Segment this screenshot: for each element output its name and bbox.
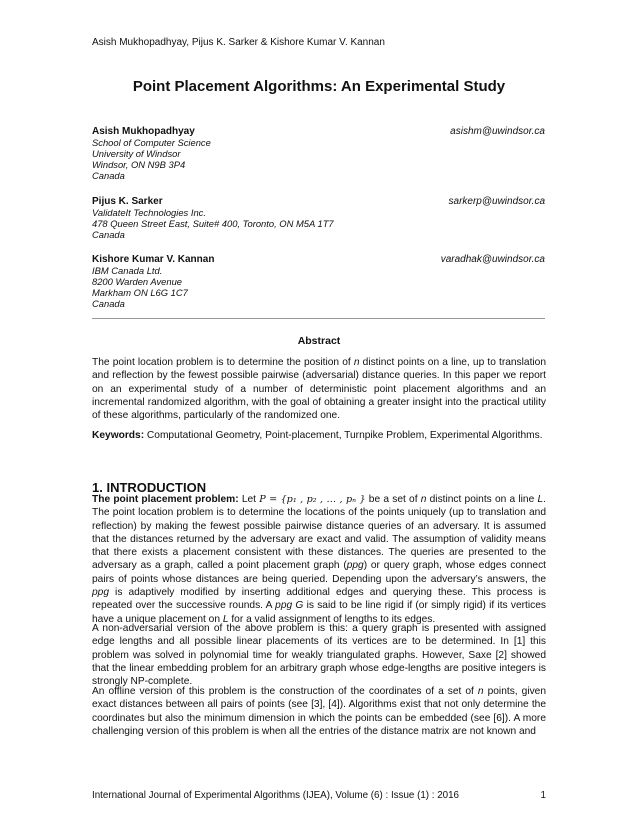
paper-title: Point Placement Algorithms: An Experimental Study — [132, 78, 506, 95]
author-affiliation-line: 478 Queen Street East, Suite# 400, Toronto, ON M5A 1T7 — [92, 218, 334, 229]
author-affiliation-line: ValidateIt Technologies Inc. — [92, 207, 206, 218]
author-affiliation-line: Canada — [92, 229, 125, 240]
author-affiliation-line: Canada — [92, 298, 125, 309]
intro-paragraph-3: An offline version of this problem is the construction of the coordinates of a set of n points, given exact distances between all pairs of points (see [3], [4]). Algorithms exist that not only determine the coordinates but also the minimum dimension in which the points can be embedded (see [6]). A more challenging version of this problem is when all the entries of the distance matrix are not known and — [92, 686, 547, 737]
abstract-text: The point location problem is to determine the position of n distinct points on a line, up to translation and reflection by the fewest possible pairwise (adversarial) distance queries. In this paper we report on an experimental study of a number of deterministic point placement algorithms and an incremental randomized algorithm, with the goal of obtaining a greater insight into the practical utility of these algorithms, particularly of the randomized one. — [92, 357, 546, 422]
author-affiliation-line: University of Windsor — [92, 148, 181, 159]
author-affiliation-line: Markham ON L6G 1C7 — [92, 287, 188, 298]
page-footer — [92, 790, 546, 801]
running-head: Asish Mukhopadhyay, Pijus K. Sarker & Kishore Kumar V. Kannan — [92, 37, 385, 48]
keywords-text: Computational Geometry, Point-placement, Turnpike Problem, Experimental Algorithms. — [144, 430, 543, 441]
author-email: varadhak@uwindsor.ca — [440, 254, 545, 265]
author-affiliation-line: School of Computer Science — [92, 137, 211, 148]
author-email: asishm@uwindsor.ca — [450, 126, 545, 137]
author-email: sarkerp@uwindsor.ca — [448, 196, 545, 207]
intro-paragraph-1: The point placement problem: Let P = {p₁ , p₂ , … , pₙ } be a set of n distinct points on a line L. The point location problem is to determine the locations of the points uniquely (up to translation and reflection) by making the fewest possible pairwise distance queries of an adversary. It is assumed that the distances returned by the adversary are exact and valid. The assumption of validity means that there exists a placement consistent with these distances. The queries are presented to the adversary as a graph, called a point placement graph (ppg) or query graph, whose edges connect pairs of points whose distances are being queried. Depending upon the adversary’s answers, the ppg is adaptively modified by inserting additional edges and querying these. This process is repeated over the successive rounds. A ppg G is said to be line rigid if (or simply rigid) if its vertices have a unique placement on L for a valid assignment of lengths to its edges. — [92, 494, 546, 625]
divider — [92, 318, 545, 319]
set-formula: P = {p₁ , p₂ , … , pₙ } — [259, 494, 366, 505]
author-block — [92, 254, 545, 309]
author-block — [92, 126, 545, 181]
section-heading: 1. INTRODUCTION — [92, 480, 207, 495]
author-affiliation-line: IBM Canada Ltd. — [92, 265, 163, 276]
keywords — [92, 429, 546, 442]
abstract-heading: Abstract — [297, 335, 341, 347]
author-affiliation-line: Canada — [92, 170, 125, 181]
author-name: Pijus K. Sarker — [92, 196, 163, 207]
author-name: Asish Mukhopadhyay — [92, 126, 195, 137]
intro-paragraph-2: A non-adversarial version of the above problem is this: a query graph is presented with assigned edge lengths and all possible linear placements of its vertices are to be determined. In [1] this problem was solved in polynomial time for weakly triangulated graphs. However, Saxe [2] showed that the linear embedding problem for an arbitrary graph whose edge-lengths are positive integers is strongly NP-complete. — [92, 623, 546, 688]
footer-journal: International Journal of Experimental Algorithms (IJEA), Volume (6) : Issue (1) : 2016 — [92, 790, 460, 801]
author-block — [92, 196, 545, 240]
keywords-label: Keywords: — [92, 430, 145, 441]
author-affiliation-line: 8200 Warden Avenue — [92, 276, 182, 287]
author-name: Kishore Kumar V. Kannan — [92, 254, 215, 265]
page-number: 1 — [540, 790, 546, 801]
author-affiliation-line: Windsor, ON N9B 3P4 — [92, 159, 186, 170]
